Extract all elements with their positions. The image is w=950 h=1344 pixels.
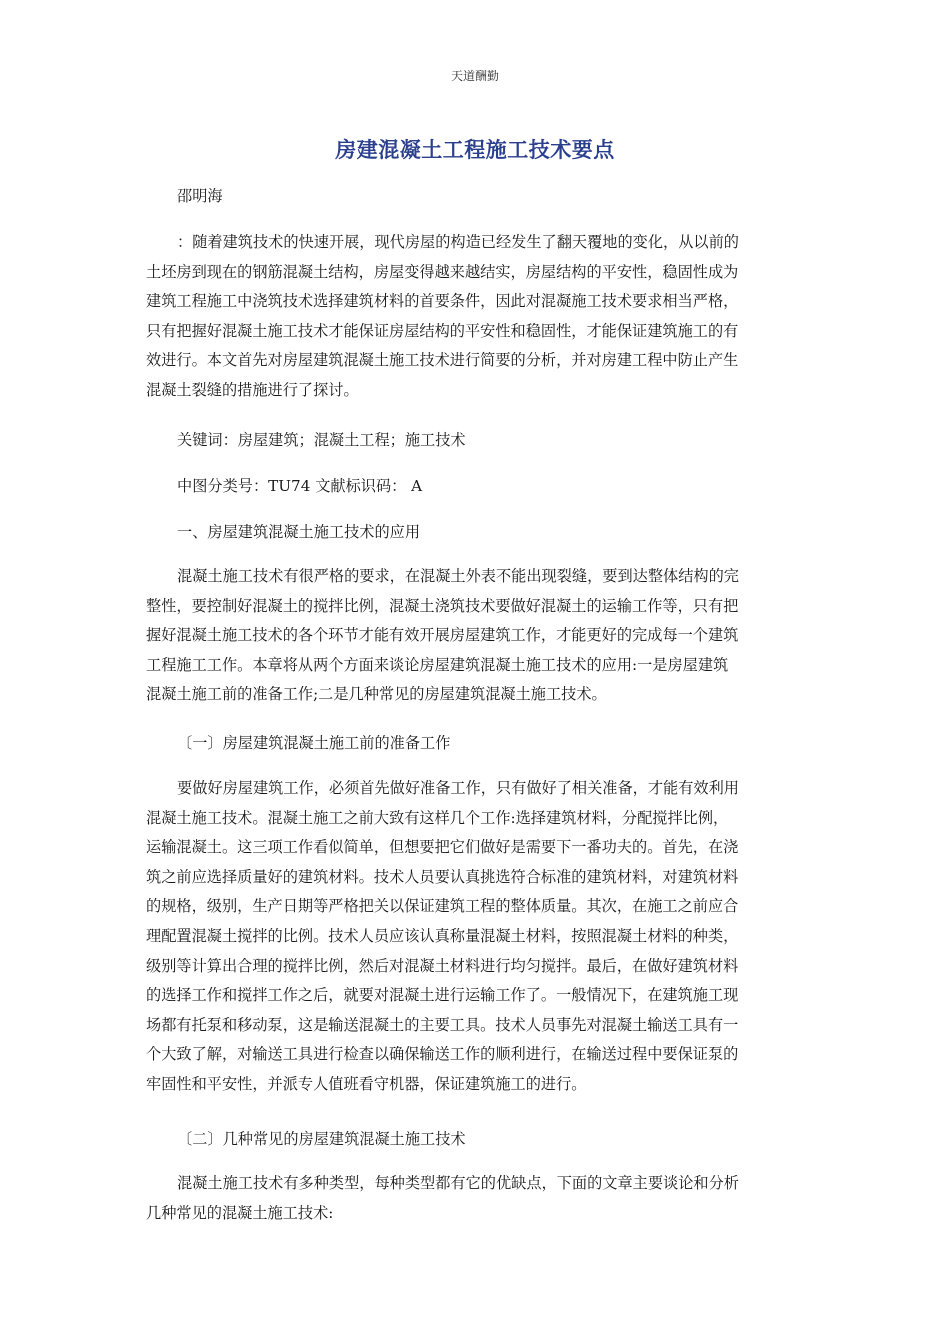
text-line: 场都有托泵和移动泵，这是输送混凝土的主要工具。技术人员事先对混凝土输送工具有一 <box>146 1015 739 1034</box>
author-name: 邵明海 <box>177 187 223 205</box>
document-title: 房建混凝土工程施工技术要点 <box>335 138 615 162</box>
text-line: 握好混凝土施工技术的各个环节才能有效开展房屋建筑工作，才能更好的完成每一个建筑 <box>146 626 739 645</box>
keywords-paragraph <box>146 426 800 456</box>
text-line: 〔二〕几种常见的房屋建筑混凝土施工技术 <box>177 1130 466 1148</box>
classification-paragraph <box>146 472 800 502</box>
text-line: 土坯房到现在的钢筋混凝土结构，房屋变得越来越结实，房屋结构的平安性，稳固性成为 <box>146 262 739 281</box>
text-line: 级别等计算出合理的搅拌比例，然后对混凝土材料进行均匀搅拌。最后，在做好建筑材料 <box>146 956 739 975</box>
text-line: 一、房屋建筑混凝土施工技术的应用 <box>177 523 420 541</box>
text-line: 混凝土施工前的准备工作;二是几种常见的房屋建筑混凝土施工技术。 <box>146 685 607 704</box>
text-line: 混凝土施工技术有很严格的要求，在混凝土外表不能出现裂缝，要到达整体结构的完 <box>177 567 739 585</box>
subsection-heading <box>146 729 800 759</box>
text-line: 个大致了解，对输送工具进行检查以确保输送工作的顺利进行，在输送过程中要保证泵的 <box>146 1045 739 1064</box>
text-line: 只有把握好混凝土施工技术才能保证房屋结构的平安性和稳固性，才能保证建筑施工的有 <box>146 321 739 340</box>
author-line <box>146 182 800 212</box>
text-line: 几种常见的混凝土施工技术: <box>146 1203 334 1222</box>
text-line: 混凝土裂缝的措施进行了探讨。 <box>146 380 359 399</box>
text-line: 建筑工程施工中浇筑技术选择建筑材料的首要条件，因此对混凝施工技术要求相当严格， <box>146 292 739 311</box>
section-body-paragraph <box>146 562 800 710</box>
text-line: 的选择工作和搅拌工作之后，就要对混凝土进行运输工作了。一般情况下，在建筑施工现 <box>146 986 739 1005</box>
text-line: 混凝土施工技术有多种类型，每种类型都有它的优缺点，下面的文章主要谈论和分析 <box>177 1174 739 1192</box>
subsection-body-paragraph <box>146 1169 800 1228</box>
page-header: 天道酬勤 <box>450 69 499 83</box>
subsection-body-paragraph <box>146 774 800 1100</box>
text-line: 中图分类号：TU74 文献标识码： A <box>177 477 423 495</box>
text-line: 的规格，级别，生产日期等严格把关以保证建筑工程的整体质量。其次，在施工之前应合 <box>146 897 739 916</box>
abstract-paragraph <box>146 228 800 406</box>
text-line: 混凝土施工技术。混凝土施工之前大致有这样几个工作:选择建筑材料，分配搅拌比例， <box>146 808 729 827</box>
text-line: ：随着建筑技术的快速开展，现代房屋的构造已经发生了翻天覆地的变化，从以前的 <box>177 233 739 251</box>
text-line: 理配置混凝土搅拌的比例。技术人员应该认真称量混凝土材料，按照混凝土材料的种类， <box>146 926 739 945</box>
text-line: 关键词：房屋建筑；混凝土工程；施工技术 <box>177 431 466 449</box>
text-line: 效进行。本文首先对房屋建筑混凝土施工技术进行简要的分析，并对房建工程中防止产生 <box>146 351 739 370</box>
section-heading <box>146 518 800 548</box>
text-line: 工程施工工作。本章将从两个方面来谈论房屋建筑混凝土施工技术的应用:一是房屋建筑 <box>146 655 729 674</box>
text-line: 牢固性和平安性，并派专人值班看守机器，保证建筑施工的进行。 <box>146 1074 587 1093</box>
text-line: 运输混凝土。这三项工作看似简单，但想要把它们做好是需要下一番功夫的。首先，在浇 <box>146 838 739 857</box>
text-line: 〔一〕房屋建筑混凝土施工前的准备工作 <box>177 734 451 752</box>
text-line: 整性，要控制好混凝土的搅拌比例，混凝土浇筑技术要做好混凝土的运输工作等，只有把 <box>146 596 739 615</box>
text-line: 要做好房屋建筑工作，必须首先做好准备工作，只有做好了相关准备，才能有效利用 <box>177 779 739 797</box>
text-line: 筑之前应选择质量好的建筑材料。技术人员要认真挑选符合标准的建筑材料，对建筑材料 <box>146 867 739 886</box>
subsection-heading <box>146 1125 800 1155</box>
